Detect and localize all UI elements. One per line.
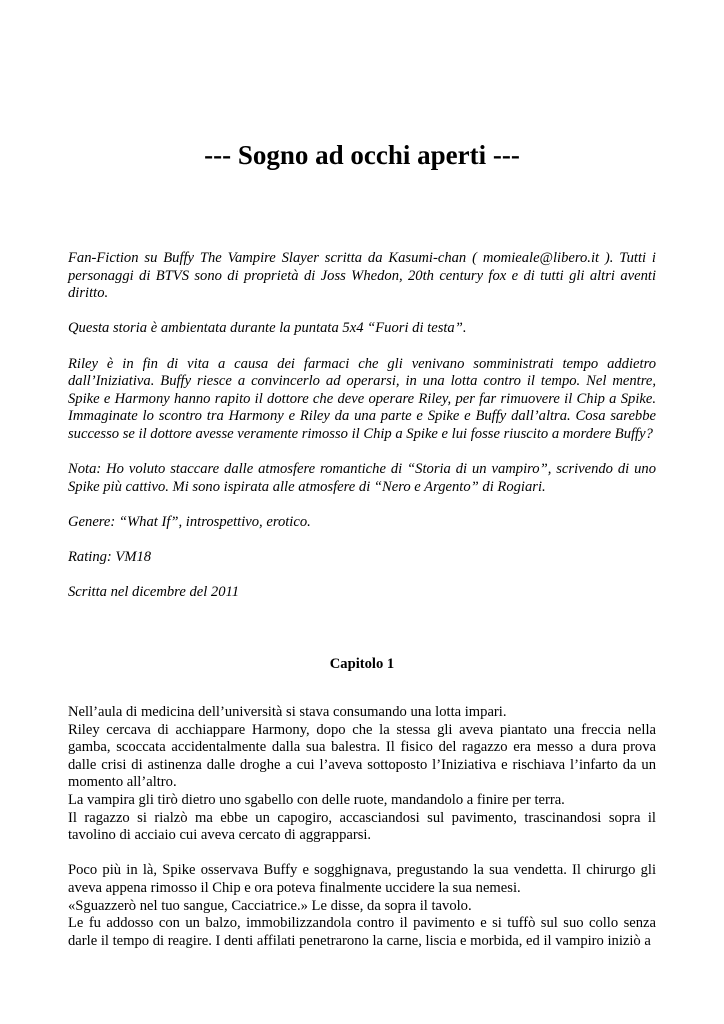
- body-paragraph: Poco più in là, Spike osservava Buffy e sogghignava, pregustando la sua vendetta. Il chirurgo gli aveva appena rimosso il Chip e ora poteva finalmente uccidere la sua nemesi.: [68, 862, 656, 896]
- intro-paragraph-date: Scritta nel dicembre del 2011: [68, 584, 240, 601]
- document-title: --- Sogno ad occhi aperti ---: [204, 140, 520, 170]
- body-paragraph: La vampira gli tirò dietro uno sgabello con delle ruote, mandandolo a finire per terra.: [68, 791, 565, 808]
- body-paragraph: Le fu addosso con un balzo, immobilizzandola contro il pavimento e si tuffò sul suo collo senza darle il tempo di reagire. I denti affilati penetrarono la carne, liscia e morbida, ed il vampiro iniziò a: [68, 915, 656, 949]
- intro-section: [68, 250, 656, 619]
- body-paragraph: «Sguazzerò nel tuo sangue, Cacciatrice.» Le disse, da sopra il tavolo.: [68, 897, 472, 914]
- intro-paragraph-rating: Rating: VM18: [68, 549, 152, 566]
- intro-paragraph-genre: Genere: “What If”, introspettivo, erotico.: [68, 513, 311, 530]
- chapter-body: [68, 704, 656, 950]
- body-paragraph: Riley cercava di acchiappare Harmony, dopo che la stessa gli aveva piantato una freccia nella gamba, scoccata accidentalmente dalla sua balestra. Il fisico del ragazzo era messo a dura prova dalle crisi di astinenza dalle droghe a cui l’aveva sottoposto l’Iniziativa e rischiava l’infarto da un momento all’altro.: [68, 721, 656, 791]
- intro-paragraph-disclaimer: Fan-Fiction su Buffy The Vampire Slayer scritta da Kasumi-chan ( momieale@libero.it ). Tutti i personaggi di BTVS sono di proprietà di Joss Whedon, 20th century fox e di tutti gli altri aventi diritto.: [68, 250, 656, 302]
- intro-paragraph-note: Nota: Ho voluto staccare dalle atmosfere romantiche di “Storia di un vampiro”, scrivendo di uno Spike più cattivo. Mi sono ispirata alle atmosfere di “Nero e Argento” di Rogiari.: [68, 461, 656, 495]
- chapter-heading: Capitolo 1: [329, 656, 395, 672]
- intro-paragraph-setting: Questa storia è ambientata durante la puntata 5x4 “Fuori di testa”.: [68, 320, 467, 337]
- body-paragraph: Il ragazzo si rialzò ma ebbe un capogiro, accasciandosi sul pavimento, trascinandosi sopra il tavolino di acciaio cui aveva cercato di aggrapparsi.: [68, 809, 656, 844]
- intro-paragraph-summary: Riley è in fin di vita a causa dei farmaci che gli venivano somministrati tempo addietro dall’Iniziativa. Buffy riesce a convincerlo ad operarsi, in una lotta contro il tempo. Nel mentre, Spike e Harmony hanno rapito il dottore che deve operare Riley, per far rimuovere il Chip a Spike. Immaginate lo scontro tra Harmony e Riley da una parte e Spike e Buffy dall’altra. Cosa sarebbe successo se il dottore avesse veramente rimosso il Chip a Spike e lui fosse riuscito a mordere Buffy?: [68, 355, 656, 442]
- body-paragraph: Nell’aula di medicina dell’università si stava consumando una lotta impari.: [68, 704, 507, 720]
